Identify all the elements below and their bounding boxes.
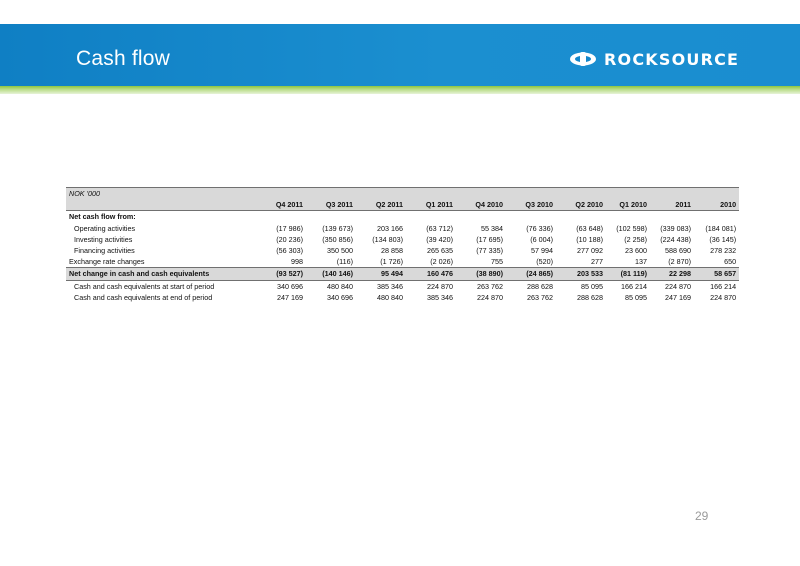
table-cell: 278 232 — [710, 246, 737, 256]
table-cell: 340 696 — [277, 281, 303, 291]
table-cell: (10 188) — [576, 234, 603, 244]
table-cell: (77 335) — [476, 246, 503, 256]
table-row — [66, 245, 739, 256]
table-cell: (2 026) — [430, 257, 453, 267]
table-cell: (63 712) — [426, 223, 453, 233]
table-cell: (63 648) — [576, 223, 603, 233]
table-cell: (24 865) — [506, 268, 556, 280]
table-cell: 85 095 — [581, 281, 603, 291]
table-cell: 265 635 — [427, 246, 453, 256]
table-cell: 58 657 — [694, 268, 739, 280]
table-cell: 288 628 — [527, 281, 553, 291]
section-label: Net cash flow from: — [69, 212, 136, 222]
table-cell: 263 762 — [527, 292, 553, 302]
column-header: Q3 2010 — [506, 199, 556, 211]
cash-flow-table-container — [66, 187, 739, 303]
table-cell: (81 119) — [606, 268, 650, 280]
rock-logo-icon — [568, 50, 598, 68]
column-header: Q2 2011 — [356, 199, 406, 211]
table-cell: (36 145) — [709, 234, 737, 244]
cash-flow-table — [66, 187, 739, 303]
table-cell: 998 — [291, 257, 303, 267]
table-cell: 263 762 — [477, 281, 503, 291]
page-number: 29 — [695, 509, 709, 523]
table-cell: (116) — [336, 257, 353, 267]
row-label: Operating activities — [74, 223, 136, 233]
table-cell: 95 494 — [356, 268, 406, 280]
table-cell: (350 856) — [322, 234, 353, 244]
row-label: Exchange rate changes — [69, 257, 145, 267]
table-cell: 85 095 — [625, 292, 647, 302]
table-cell: 755 — [491, 257, 503, 267]
column-header-row — [66, 199, 739, 211]
table-cell: 23 600 — [625, 246, 647, 256]
table-cell: (139 673) — [322, 223, 353, 233]
table-cell: (93 527) — [256, 268, 306, 280]
column-header: 2011 — [650, 199, 694, 211]
table-cell: 480 840 — [377, 292, 403, 302]
table-cell: 385 346 — [427, 292, 453, 302]
column-header: Q4 2011 — [256, 199, 306, 211]
table-cell: 57 994 — [531, 246, 553, 256]
company-logo — [568, 48, 739, 70]
table-cell: (39 420) — [426, 234, 453, 244]
table-cell: (1 726) — [380, 257, 403, 267]
table-cell: (2 870) — [668, 257, 691, 267]
table-cell: 203 166 — [377, 223, 403, 233]
unit-row — [66, 188, 739, 200]
table-cell: 480 840 — [327, 281, 353, 291]
table-cell: 588 690 — [665, 246, 691, 256]
table-cell: 385 346 — [377, 281, 403, 291]
table-row — [66, 256, 739, 268]
table-cell: (38 890) — [456, 268, 506, 280]
table-cell: 247 169 — [665, 292, 691, 302]
table-cell: 22 298 — [650, 268, 694, 280]
table-cell: 277 092 — [577, 246, 603, 256]
table-cell: 288 628 — [577, 292, 603, 302]
table-cell: 277 — [591, 257, 603, 267]
table-cell: (17 695) — [476, 234, 503, 244]
table-cell: (2 258) — [624, 234, 647, 244]
unit-label: NOK '000 — [66, 188, 739, 200]
brand-name: ROCKSOURCE — [604, 49, 740, 69]
table-cell: 350 500 — [327, 246, 353, 256]
slide-title: Cash flow — [76, 47, 171, 70]
table-cell: 166 214 — [710, 281, 737, 291]
table-cell: (6 004) — [530, 234, 553, 244]
column-header: Q2 2010 — [556, 199, 606, 211]
table-row — [66, 234, 739, 245]
table-cell: 340 696 — [327, 292, 353, 302]
table-cell: (134 803) — [372, 234, 403, 244]
table-cell: 247 169 — [277, 292, 303, 302]
total-row — [66, 268, 739, 280]
row-label: Financing activities — [74, 246, 135, 256]
table-cell: (56 303) — [276, 246, 303, 256]
row-label: Cash and cash equivalents at start of period — [74, 281, 215, 291]
table-cell: 224 870 — [427, 281, 453, 291]
table-cell: 224 870 — [710, 292, 737, 302]
table-cell: (102 598) — [616, 223, 647, 233]
title-banner-accent-line — [0, 86, 800, 94]
table-cell: 224 870 — [665, 281, 691, 291]
table-cell: (520) — [536, 257, 553, 267]
table-cell: (20 236) — [276, 234, 303, 244]
table-cell: (140 146) — [306, 268, 356, 280]
table-cell: 650 — [724, 257, 737, 267]
row-label: Net change in cash and cash equivalents — [66, 268, 256, 280]
table-cell: 160 476 — [406, 268, 456, 280]
section-row — [66, 211, 739, 223]
table-cell: 137 — [635, 257, 647, 267]
table-cell: (184 081) — [705, 223, 737, 233]
table-cell: 203 533 — [556, 268, 606, 280]
table-row — [66, 292, 739, 303]
table-cell: (17 986) — [276, 223, 303, 233]
column-header: Q4 2010 — [456, 199, 506, 211]
column-header: 2010 — [694, 199, 739, 211]
table-row — [66, 280, 739, 292]
table-cell: 166 214 — [621, 281, 647, 291]
row-label: Cash and cash equivalents at end of period — [74, 292, 213, 302]
column-header: Q1 2011 — [406, 199, 456, 211]
table-cell: (76 336) — [526, 223, 553, 233]
table-row — [66, 223, 739, 234]
label-column-header — [66, 199, 256, 211]
column-header: Q1 2010 — [606, 199, 650, 211]
row-label: Investing activities — [74, 234, 133, 244]
table-cell: 55 384 — [481, 223, 503, 233]
column-header: Q3 2011 — [306, 199, 356, 211]
table-cell: (224 438) — [660, 234, 691, 244]
table-cell: 28 858 — [381, 246, 403, 256]
table-cell: 224 870 — [477, 292, 503, 302]
table-cell: (339 083) — [660, 223, 691, 233]
